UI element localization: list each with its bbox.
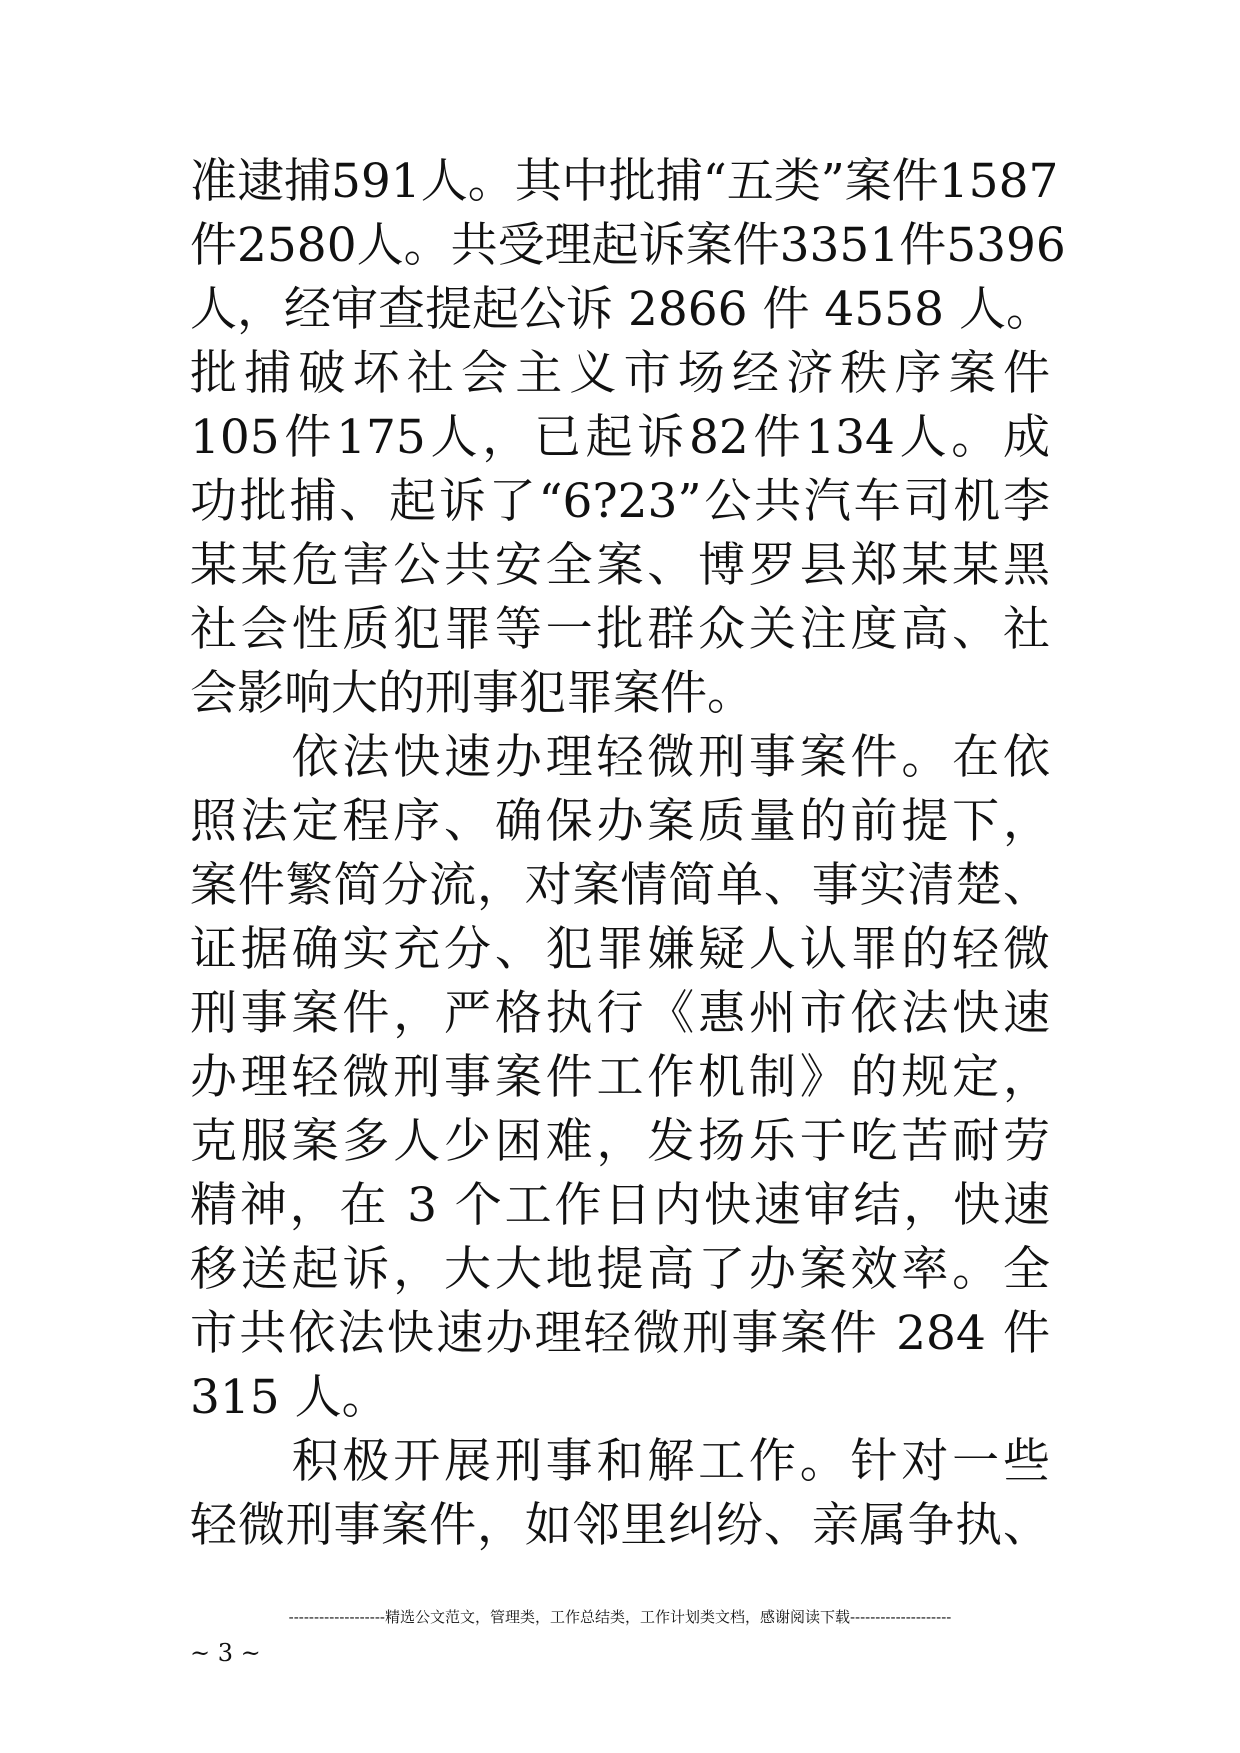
text-line: 移送起诉，大大地提高了办案效率。全 xyxy=(190,1242,1050,1297)
text-line: 刑事案件，严格执行《惠州市依法快速 xyxy=(190,986,1050,1041)
body-text xyxy=(190,150,1066,1558)
page-number: ~ 3 ~ xyxy=(190,1639,261,1667)
text-line: 轻微刑事案件，如邻里纠纷、亲属争执、 xyxy=(190,1498,1050,1553)
text-line: 315 人。 xyxy=(190,1370,389,1425)
text-line: 某某危害公共安全案、博罗县郑某某黑 xyxy=(190,538,1050,593)
text-line: 功批捕、起诉了“6?23”公共汽车司机李 xyxy=(190,474,1050,529)
text-line: 克服案多人少困难，发扬乐于吃苦耐劳 xyxy=(190,1114,1050,1169)
text-line: 社会性质犯罪等一批群众关注度高、社 xyxy=(190,602,1050,657)
text-line: 案件繁简分流，对案情简单、事实清楚、 xyxy=(190,858,1050,913)
text-line: 办理轻微刑事案件工作机制》的规定， xyxy=(190,1050,1050,1105)
text-line: 人，经审查提起公诉 2866 件 4558 人。 xyxy=(190,282,1053,337)
text-line: 105件175人，已起诉82件134人。成 xyxy=(190,410,1050,465)
text-line: 准逮捕591人。其中批捕“五类”案件1587 xyxy=(190,154,1059,209)
text-line: 精神，在 3 个工作日内快速审结，快速 xyxy=(190,1178,1050,1233)
paragraph-start-line: 依法快速办理轻微刑事案件。在依 xyxy=(190,730,1050,785)
paragraph-start-line: 积极开展刑事和解工作。针对一些 xyxy=(190,1434,1050,1489)
footer-banner: -------------------精选公文范文，管理类，工作总结类，工作计划类文档，感谢阅读下载-------------------- xyxy=(288,1608,952,1626)
text-line: 市共依法快速办理轻微刑事案件 284 件 xyxy=(190,1306,1050,1361)
text-line: 照法定程序、确保办案质量的前提下， xyxy=(190,794,1050,849)
text-line: 会影响大的刑事犯罪案件。 xyxy=(190,666,754,721)
text-line: 证据确实充分、犯罪嫌疑人认罪的轻微 xyxy=(190,922,1050,977)
text-line: 批捕破坏社会主义市场经济秩序案件 xyxy=(190,346,1050,401)
text-line: 件2580人。共受理起诉案件3351件5396 xyxy=(190,218,1066,273)
